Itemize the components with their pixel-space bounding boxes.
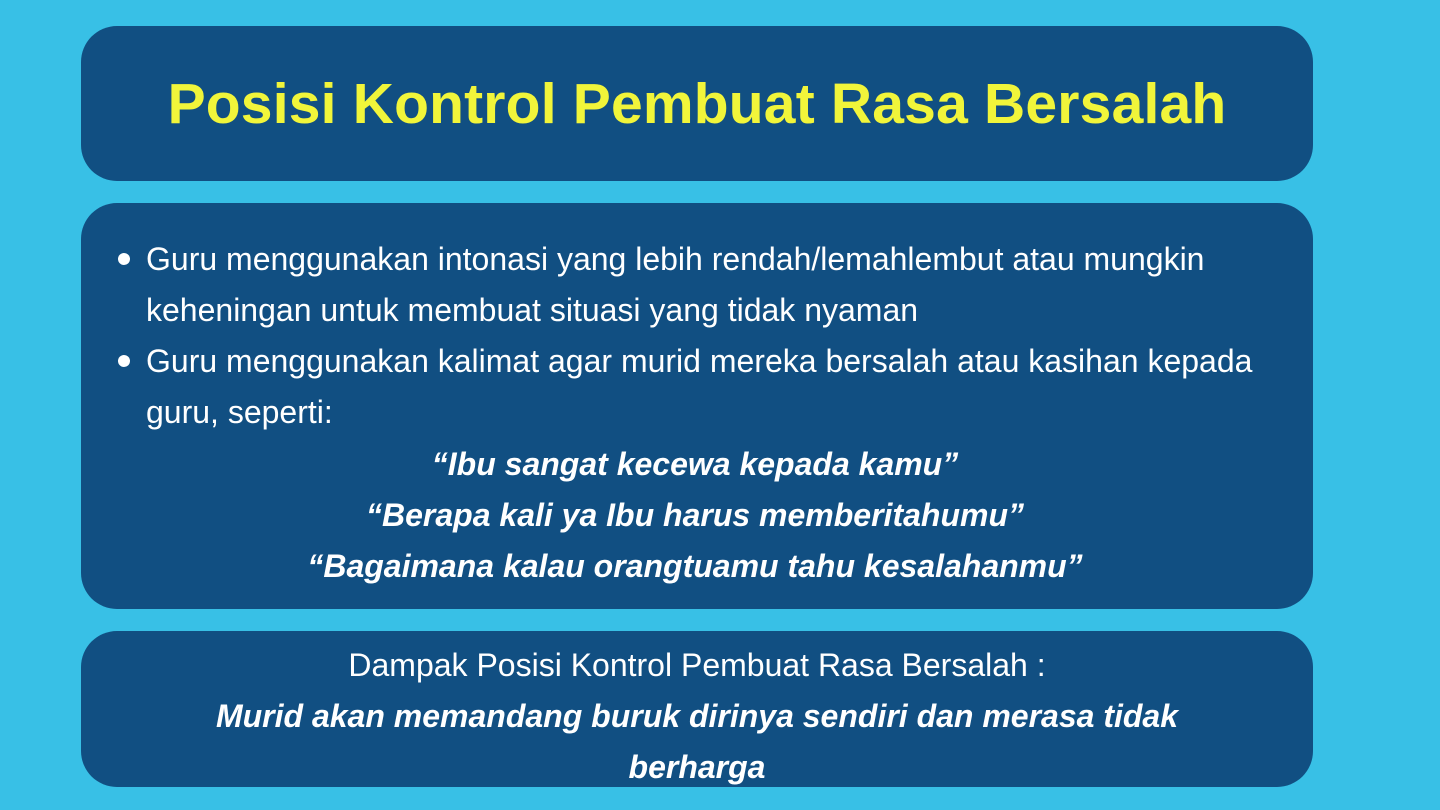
impact-panel [81, 631, 1313, 787]
title-panel [81, 26, 1313, 181]
bullet-text: Guru menggunakan intonasi yang lebih rendah/lemahlembut atau mungkin keheningan untuk membuat situasi yang tidak nyaman [146, 241, 1205, 328]
quote-list [117, 439, 1273, 592]
impact-text: Murid akan memandang buruk dirinya sendiri dan merasa tidak berharga [215, 698, 1179, 785]
bullet-icon [118, 253, 130, 265]
content-panel [81, 203, 1313, 609]
impact-heading: Dampak Posisi Kontrol Pembuat Rasa Bersalah : [348, 647, 1046, 683]
bullet-list [117, 234, 1273, 438]
quote-line: “Berapa kali ya Ibu harus memberitahumu” [366, 497, 1024, 533]
slide-title: Posisi Kontrol Pembuat Rasa Bersalah [167, 71, 1227, 136]
quote-line: “Bagaimana kalau orangtuamu tahu kesalahanmu” [307, 548, 1083, 584]
bullet-item [117, 336, 1273, 438]
bullet-icon [118, 355, 130, 367]
bullet-text: Guru menggunakan kalimat agar murid mereka bersalah atau kasihan kepada guru, seperti: [146, 343, 1253, 430]
quote-line: “Ibu sangat kecewa kepada kamu” [431, 446, 959, 482]
bullet-item [117, 234, 1273, 336]
